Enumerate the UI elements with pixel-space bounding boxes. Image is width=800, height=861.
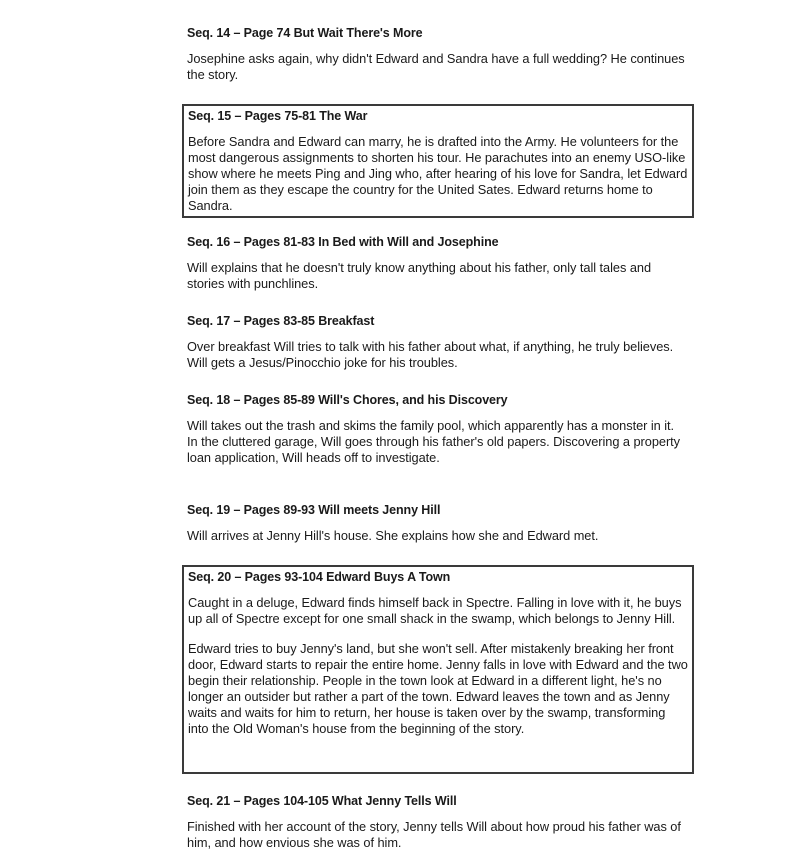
- sequence-18: [187, 392, 687, 466]
- sequence-17: [187, 313, 687, 371]
- sequence-description: Edward tries to buy Jenny's land, but she won't sell. After mistakenly breaking her front door, Edward starts to repair the entire home. Jenny falls in love with Edward and the two begin their relationship. People in the town look at Edward in a different light, he's no longer an outsider but rather a part of the town. Edward leaves the town and as Jenny waits and waits for him to return, her house is taken over by the swamp, transforming into the Old Woman's house from the beginning of the story.: [188, 641, 688, 736]
- sequence-heading: Seq. 16 – Pages 81-83 In Bed with Will and Josephine: [187, 235, 499, 249]
- sequence-description: Josephine asks again, why didn't Edward and Sandra have a full wedding? He continues the story.: [187, 51, 685, 82]
- sequence-description: In the cluttered garage, Will goes through his father's old papers. Discovering a property loan application, Will heads off to investigate.: [187, 434, 681, 465]
- sequence-heading: Seq. 15 – Pages 75-81 The War: [188, 109, 368, 123]
- sequence-description: Will explains that he doesn't truly know anything about his father, only tall tales and stories with punchlines.: [187, 260, 652, 291]
- sequence-heading: Seq. 20 – Pages 93-104 Edward Buys A Town: [188, 570, 451, 584]
- sequence-description: Will arrives at Jenny Hill's house. She explains how she and Edward met.: [187, 528, 599, 543]
- sequence-description: Before Sandra and Edward can marry, he is drafted into the Army. He volunteers for the most dangerous assignments to shorten his tour. He parachutes into an enemy USO-like show where he meets Ping and Jing who, after hearing of his love for Sandra, let Edward join them as they escape the country for the United Sates. Edward returns home to Sandra.: [188, 134, 688, 213]
- sequence-19: [187, 502, 687, 544]
- sequence-14: [187, 25, 687, 83]
- sequence-heading: Seq. 14 – Page 74 But Wait There's More: [187, 26, 423, 40]
- sequence-20-box: [182, 565, 694, 774]
- sequence-21: [187, 793, 687, 851]
- sequence-15-box: [182, 104, 694, 218]
- sequence-heading: Seq. 18 – Pages 85-89 Will's Chores, and his Discovery: [187, 393, 508, 407]
- sequence-description: Caught in a deluge, Edward finds himself back in Spectre. Falling in love with it, he buys up all of Spectre except for one small shack in the swamp, which belongs to Jenny Hill.: [188, 595, 682, 626]
- sequence-description: Over breakfast Will tries to talk with his father about what, if anything, he truly believes. Will gets a Jesus/Pinocchio joke for his troubles.: [187, 339, 674, 370]
- sequence-heading: Seq. 19 – Pages 89-93 Will meets Jenny Hill: [187, 503, 441, 517]
- sequence-heading: Seq. 17 – Pages 83-85 Breakfast: [187, 314, 375, 328]
- sequence-heading: Seq. 21 – Pages 104-105 What Jenny Tells Will: [187, 794, 457, 808]
- sequence-16: [187, 234, 687, 292]
- sequence-description: Finished with her account of the story, Jenny tells Will about how proud his father was of him, and how envious she was of him.: [187, 819, 681, 850]
- sequence-description: Will takes out the trash and skims the family pool, which apparently has a monster in it.: [187, 418, 675, 433]
